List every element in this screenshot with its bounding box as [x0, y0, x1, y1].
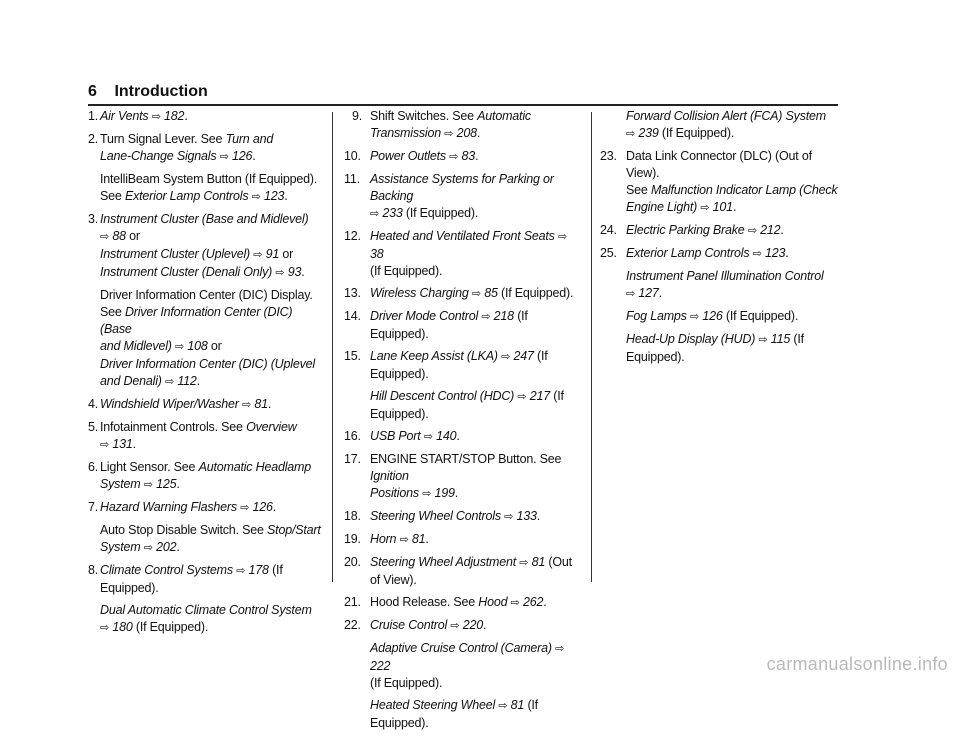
xref-link[interactable]: Heated and Ventilated Front Seats	[370, 229, 555, 243]
list-item-continued: Forward Collision Alert (FCA) System ⇨ 239 (If Equipped).	[626, 109, 827, 140]
list-item: 8. Climate Control Systems ⇨ 178 (If Equipped). Dual Automatic Climate Control System ⇨ 180 (If Equipped).	[88, 563, 312, 634]
page-ref[interactable]: 131	[112, 437, 133, 451]
page-header	[88, 82, 838, 106]
list-item: 2. Turn Signal Lever. See Turn and Lane-Change Signals ⇨ 126. IntelliBeam System Button (If Equipped). See Exterior Lamp Controls ⇨ 123.	[88, 132, 318, 203]
xref-link[interactable]: System	[100, 540, 141, 554]
xref-link[interactable]: Transmission	[370, 126, 441, 140]
list-item: 5. Infotainment Controls. See Overview ⇨ 131.	[88, 420, 297, 451]
page-arrow-icon: ⇨	[151, 111, 161, 123]
xref-link[interactable]: System	[100, 477, 141, 491]
xref-link[interactable]: and Midlevel)	[100, 339, 172, 353]
page-ref[interactable]: 218	[493, 309, 514, 323]
page-arrow-icon: ⇨	[100, 231, 110, 243]
column-divider	[332, 112, 333, 582]
xref-link[interactable]: Horn	[370, 532, 397, 546]
xref-link[interactable]: Automatic Headlamp	[198, 460, 312, 474]
page-title: Introduction	[114, 83, 208, 100]
list-item: 14. Driver Mode Control ⇨ 218 (If Equipped).	[344, 309, 528, 341]
page-arrow-icon: ⇨	[450, 620, 460, 632]
page-arrow-icon: ⇨	[558, 231, 568, 243]
page-ref[interactable]: 81	[411, 532, 426, 546]
page-arrow-icon: ⇨	[752, 248, 762, 260]
xref-link[interactable]: Power Outlets	[370, 149, 446, 163]
xref-link[interactable]: Malfunction Indicator Lamp (Check	[650, 183, 838, 197]
page-arrow-icon: ⇨	[399, 534, 409, 546]
page-ref[interactable]: 112	[177, 374, 197, 388]
page-ref[interactable]: 91	[265, 247, 280, 261]
page-arrow-icon: ⇨	[747, 225, 757, 237]
page-ref[interactable]: 93	[287, 265, 302, 279]
list-item: 20. Steering Wheel Adjustment ⇨ 81 (Out of View).	[344, 555, 572, 587]
xref-link[interactable]: Exterior Lamp Controls	[124, 189, 249, 203]
xref-link[interactable]: Air Vents	[100, 109, 149, 123]
page-ref[interactable]: 38	[370, 247, 384, 261]
page-ref[interactable]: 247	[513, 349, 534, 363]
page-arrow-icon: ⇨	[370, 208, 380, 220]
column-1	[88, 108, 326, 642]
xref-link[interactable]: Engine Light)	[626, 200, 698, 214]
page-arrow-icon: ⇨	[504, 511, 514, 523]
xref-link[interactable]: Hood	[478, 595, 508, 609]
xref-link[interactable]: Turn and	[225, 132, 274, 146]
column-divider	[591, 112, 592, 582]
page-ref[interactable]: 222	[370, 659, 391, 673]
xref-link[interactable]: Forward Collision Alert (FCA) System	[626, 109, 827, 123]
list-item: 7. Hazard Warning Flashers ⇨ 126. Auto Stop Disable Switch. See Stop/Start System ⇨ 202.	[88, 500, 321, 554]
page-arrow-icon: ⇨	[481, 311, 491, 323]
page-ref[interactable]: 140	[436, 429, 457, 443]
list-item: 19. Horn ⇨ 81.	[344, 532, 429, 546]
list-item: 9. Shift Switches. See Automatic Transmission ⇨ 208.	[352, 109, 531, 140]
list-item: 12. Heated and Ventilated Front Seats ⇨ 38 (If Equipped).	[344, 229, 568, 278]
page-ref[interactable]: 180	[112, 620, 133, 634]
column-2	[344, 108, 582, 737]
watermark: carmanualsonline.info	[766, 654, 948, 674]
page-arrow-icon: ⇨	[175, 341, 185, 353]
page-ref[interactable]: 126	[232, 149, 253, 163]
page-ref[interactable]: 83	[461, 149, 476, 163]
list-item: 15. Lane Keep Assist (LKA) ⇨ 247 (If Equipped). Hill Descent Control (HDC) ⇨ 217 (If Equipped).	[344, 349, 564, 421]
xref-link[interactable]: and Denali)	[100, 374, 162, 388]
page-arrow-icon: ⇨	[444, 128, 454, 140]
list-item: 17. ENGINE START/STOP Button. See Ignition Positions ⇨ 199.	[344, 452, 562, 500]
xref-link[interactable]: Cruise Control	[370, 618, 448, 632]
page-arrow-icon: ⇨	[165, 376, 175, 388]
xref-link[interactable]: Climate Control Systems	[100, 563, 233, 577]
page-arrow-icon: ⇨	[100, 439, 110, 451]
page-arrow-icon: ⇨	[143, 479, 153, 491]
page-ref[interactable]: 217	[529, 389, 550, 403]
xref-link[interactable]: Instrument Cluster (Base and Midlevel)	[100, 212, 309, 226]
xref-link[interactable]: Dual Automatic Climate Control System	[100, 603, 312, 617]
list-item: 3. Instrument Cluster (Base and Midlevel) ⇨ 88 or Instrument Cluster (Uplevel) ⇨ 91 or Instrument Cluster (Denali Only) ⇨ 93. Driver Information Center (DIC) Display. See Driver Information Center (DIC) (Base and Midlevel) ⇨ 108 or Driver Information Center (DIC) (Uplevel and Denali) ⇨ 112.	[88, 212, 315, 388]
xref-link[interactable]: Lane-Change Signals	[100, 149, 217, 163]
list-item: 11. Assistance Systems for Parking or Backing ⇨ 233 (If Equipped).	[344, 172, 554, 220]
page-arrow-icon: ⇨	[422, 488, 432, 500]
list-item: 24. Electric Parking Brake ⇨ 212.	[600, 223, 784, 237]
xref-link[interactable]: Heated Steering Wheel	[370, 698, 496, 712]
xref-link[interactable]: Automatic	[477, 109, 531, 123]
list-item: 18. Steering Wheel Controls ⇨ 133.	[344, 509, 541, 523]
xref-link[interactable]: Fog Lamps	[626, 309, 687, 323]
page-ref[interactable]: 220	[462, 618, 483, 632]
list-item: 22. Cruise Control ⇨ 220. Adaptive Cruise Control (Camera) ⇨ 222 (If Equipped). Heated Steering Wheel ⇨ 81 (If Equipped).	[344, 618, 565, 730]
xref-link[interactable]: Hill Descent Control (HDC)	[370, 389, 515, 403]
list-item: 21. Hood Release. See Hood ⇨ 262.	[344, 595, 547, 609]
page-arrow-icon: ⇨	[517, 391, 527, 403]
xref-link[interactable]: Steering Wheel Adjustment	[370, 555, 517, 569]
page-ref[interactable]: 85	[484, 286, 498, 300]
page-arrow-icon: ⇨	[510, 597, 520, 609]
xref-link[interactable]: Exterior Lamp Controls	[626, 246, 750, 260]
page-ref[interactable]: 208	[456, 126, 477, 140]
xref-link[interactable]: Instrument Cluster (Denali Only)	[100, 265, 273, 279]
page-ref[interactable]: 88	[112, 229, 126, 243]
page-ref[interactable]: 202	[156, 540, 177, 554]
page-arrow-icon: ⇨	[240, 502, 250, 514]
xref-link[interactable]: Head-Up Display (HUD)	[626, 332, 756, 346]
page-ref[interactable]: 108	[187, 339, 208, 353]
page-ref[interactable]: 127	[638, 286, 659, 300]
page-ref[interactable]: 262	[522, 595, 544, 609]
page-arrow-icon: ⇨	[253, 249, 263, 261]
xref-link[interactable]: Adaptive Cruise Control (Camera)	[370, 641, 552, 655]
list-item: 1. Air Vents ⇨ 182.	[88, 109, 188, 123]
xref-link[interactable]: Driver Mode Control	[370, 309, 479, 323]
page-ref[interactable]: 126	[702, 309, 723, 323]
page-ref[interactable]: 123	[765, 246, 786, 260]
list-item: 4. Windshield Wiper/Washer ⇨ 81.	[88, 397, 272, 411]
list-item: 16. USB Port ⇨ 140.	[344, 429, 460, 443]
page-ref[interactable]: 199	[434, 486, 455, 500]
page-ref[interactable]: 178	[248, 563, 269, 577]
page-ref[interactable]: 182	[164, 109, 185, 123]
page-arrow-icon: ⇨	[626, 128, 636, 140]
page-arrow-icon: ⇨	[519, 557, 529, 569]
page-ref[interactable]: 233	[382, 206, 403, 220]
page-arrow-icon: ⇨	[100, 622, 110, 634]
xref-link[interactable]: Steering Wheel Controls	[370, 509, 501, 523]
page-ref[interactable]: 115	[770, 332, 791, 346]
page-arrow-icon: ⇨	[471, 288, 481, 300]
xref-link[interactable]: Instrument Cluster (Uplevel)	[100, 247, 251, 261]
page-ref[interactable]: 101	[712, 200, 733, 214]
page-ref[interactable]: 239	[638, 126, 659, 140]
list-item: 6. Light Sensor. See Automatic Headlamp System ⇨ 125.	[88, 460, 312, 491]
xref-link[interactable]: Wireless Charging	[370, 286, 469, 300]
list-item: 13. Wireless Charging ⇨ 85 (If Equipped).	[344, 286, 574, 300]
xref-link[interactable]: Assistance Systems for Parking or Backing	[370, 172, 554, 203]
page-arrow-icon: ⇨	[700, 202, 710, 214]
xref-link[interactable]: Driver Information Center (DIC) (Base	[100, 305, 293, 336]
list-item: 23. Data Link Connector (DLC) (Out of View). See Malfunction Indicator Lamp (Check Engine Light) ⇨ 101.	[600, 149, 838, 214]
page-ref[interactable]: 81	[254, 397, 268, 411]
page-arrow-icon: ⇨	[236, 565, 246, 577]
xref-link[interactable]: Stop/Start	[267, 523, 321, 537]
column-3	[600, 108, 838, 371]
page-ref[interactable]: 133	[516, 509, 537, 523]
page-ref[interactable]: 81	[531, 555, 546, 569]
page-arrow-icon: ⇨	[449, 151, 459, 163]
page-arrow-icon: ⇨	[498, 700, 508, 712]
xref-link[interactable]: Positions	[370, 486, 419, 500]
xref-link[interactable]: Electric Parking Brake	[626, 223, 745, 237]
xref-link[interactable]: Instrument Panel Illumination Control	[626, 269, 824, 283]
page-arrow-icon: ⇨	[501, 351, 511, 363]
page-arrow-icon: ⇨	[690, 311, 700, 323]
page-ref[interactable]: 125	[156, 477, 177, 491]
page-arrow-icon: ⇨	[626, 288, 636, 300]
list-item: 10. Power Outlets ⇨ 83.	[344, 149, 479, 163]
xref-link[interactable]: USB Port	[370, 429, 421, 443]
page-arrow-icon: ⇨	[143, 542, 153, 554]
xref-link[interactable]: Lane Keep Assist (LKA)	[370, 349, 498, 363]
page-arrow-icon: ⇨	[758, 334, 768, 346]
page-arrow-icon: ⇨	[242, 399, 252, 411]
page-ref[interactable]: 81	[510, 698, 525, 712]
page-arrow-icon: ⇨	[555, 643, 565, 655]
xref-link[interactable]: Hazard Warning Flashers	[100, 500, 237, 514]
xref-link[interactable]: Overview	[246, 420, 297, 434]
xref-link[interactable]: Windshield Wiper/Washer	[100, 397, 239, 411]
page-number: 6	[88, 83, 97, 100]
page-ref[interactable]: 212	[760, 223, 781, 237]
list-item: 25. Exterior Lamp Controls ⇨ 123. Instrument Panel Illumination Control ⇨ 127. Fog Lamps ⇨ 126 (If Equipped). Head-Up Display (HUD) ⇨ 115 (If Equipped).	[600, 246, 824, 364]
page-arrow-icon: ⇨	[219, 151, 229, 163]
xref-link[interactable]: Ignition	[370, 469, 409, 483]
xref-link[interactable]: Driver Information Center (DIC) (Uplevel	[100, 357, 315, 371]
page-arrow-icon: ⇨	[275, 267, 285, 279]
page-arrow-icon: ⇨	[423, 431, 433, 443]
page-ref[interactable]: 123	[263, 189, 285, 203]
page-ref[interactable]: 126	[252, 500, 273, 514]
page-arrow-icon: ⇨	[251, 191, 261, 203]
